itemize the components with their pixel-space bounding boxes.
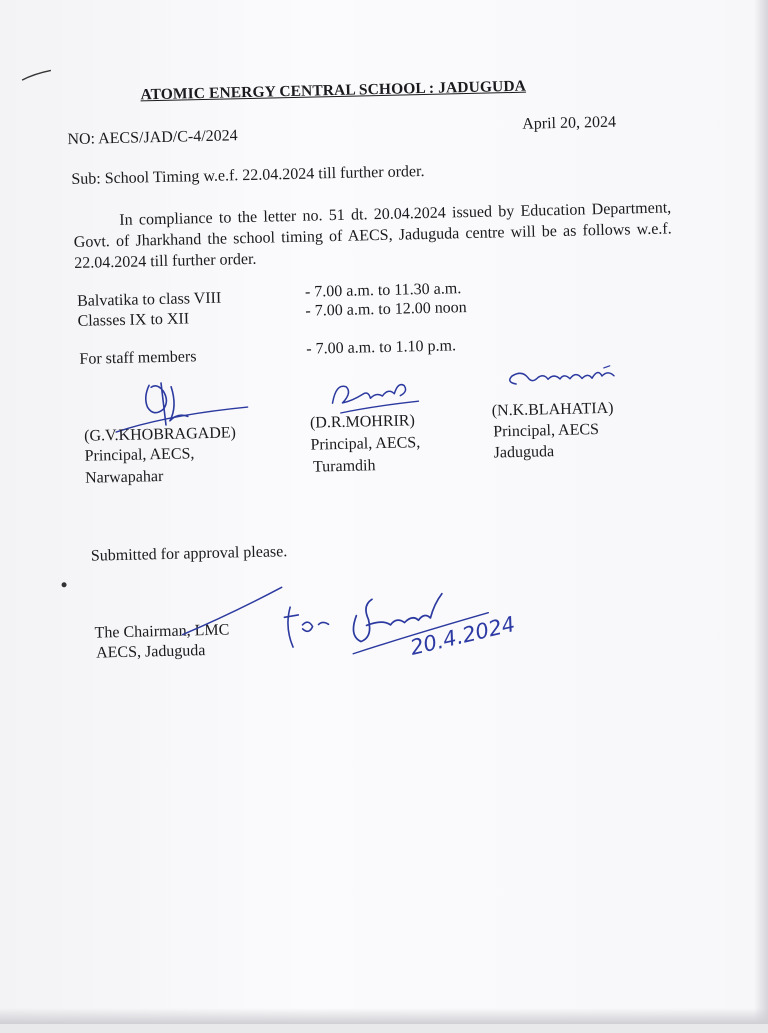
subject-line: Sub: School Timing w.e.f. 22.04.2024 till further order. [71, 162, 425, 189]
timing-label-2: Classes IX to XII [77, 310, 190, 330]
timing-label-3: For staff members [79, 348, 197, 368]
timing-label-1: Balvatika to class VIII [76, 289, 222, 310]
signatory-3-role: Principal, AECS [493, 421, 600, 441]
school-title: ATOMIC ENERGY CENTRAL SCHOOL : JADUGUDA [140, 77, 527, 104]
addressee-line-2: AECS, Jaduguda [95, 642, 206, 662]
timing-value-3: - 7.00 a.m. to 1.10 p.m. [306, 337, 457, 358]
page-edge-bottom [0, 1008, 768, 1024]
signatory-2-place: Turamdih [312, 457, 376, 476]
handwritten-date: 20.4.2024 [407, 611, 518, 660]
signatory-2-name: (D.R.MOHRIR) [309, 412, 416, 432]
signatory-1-role: Principal, AECS, [84, 445, 195, 465]
letter-date: April 20, 2024 [522, 113, 617, 133]
ink-dot [62, 582, 67, 587]
signatory-1-name: (G.V.KHOBRAGADE) [84, 424, 237, 445]
timing-value-1: - 7.00 a.m. to 11.30 a.m. [304, 280, 462, 301]
signatory-3-name: (N.K.BLAHATIA) [491, 399, 614, 420]
pen-stroke-mark [20, 67, 54, 89]
signatory-3-place: Jaduguda [493, 443, 555, 462]
body-paragraph: In compliance to the letter no. 51 dt. 20.04.2024 issued by Education Department, Govt. of Jharkhand the school timing of AECS, Jaduguda centre will be as follows w.e.f. 22.04.2024 till further order. [73, 199, 672, 272]
timing-value-2: - 7.00 a.m. to 12.00 noon [305, 299, 467, 320]
signatory-1-place: Narwapahar [84, 467, 164, 487]
signatory-2-role: Principal, AECS, [310, 434, 421, 454]
reference-number: NO: AECS/JAD/C-4/2024 [67, 127, 238, 149]
approval-note: Submitted for approval please. [90, 543, 288, 565]
page-edge-right [754, 0, 768, 1024]
addressee-line-1: The Chairman, LMC [94, 621, 230, 642]
